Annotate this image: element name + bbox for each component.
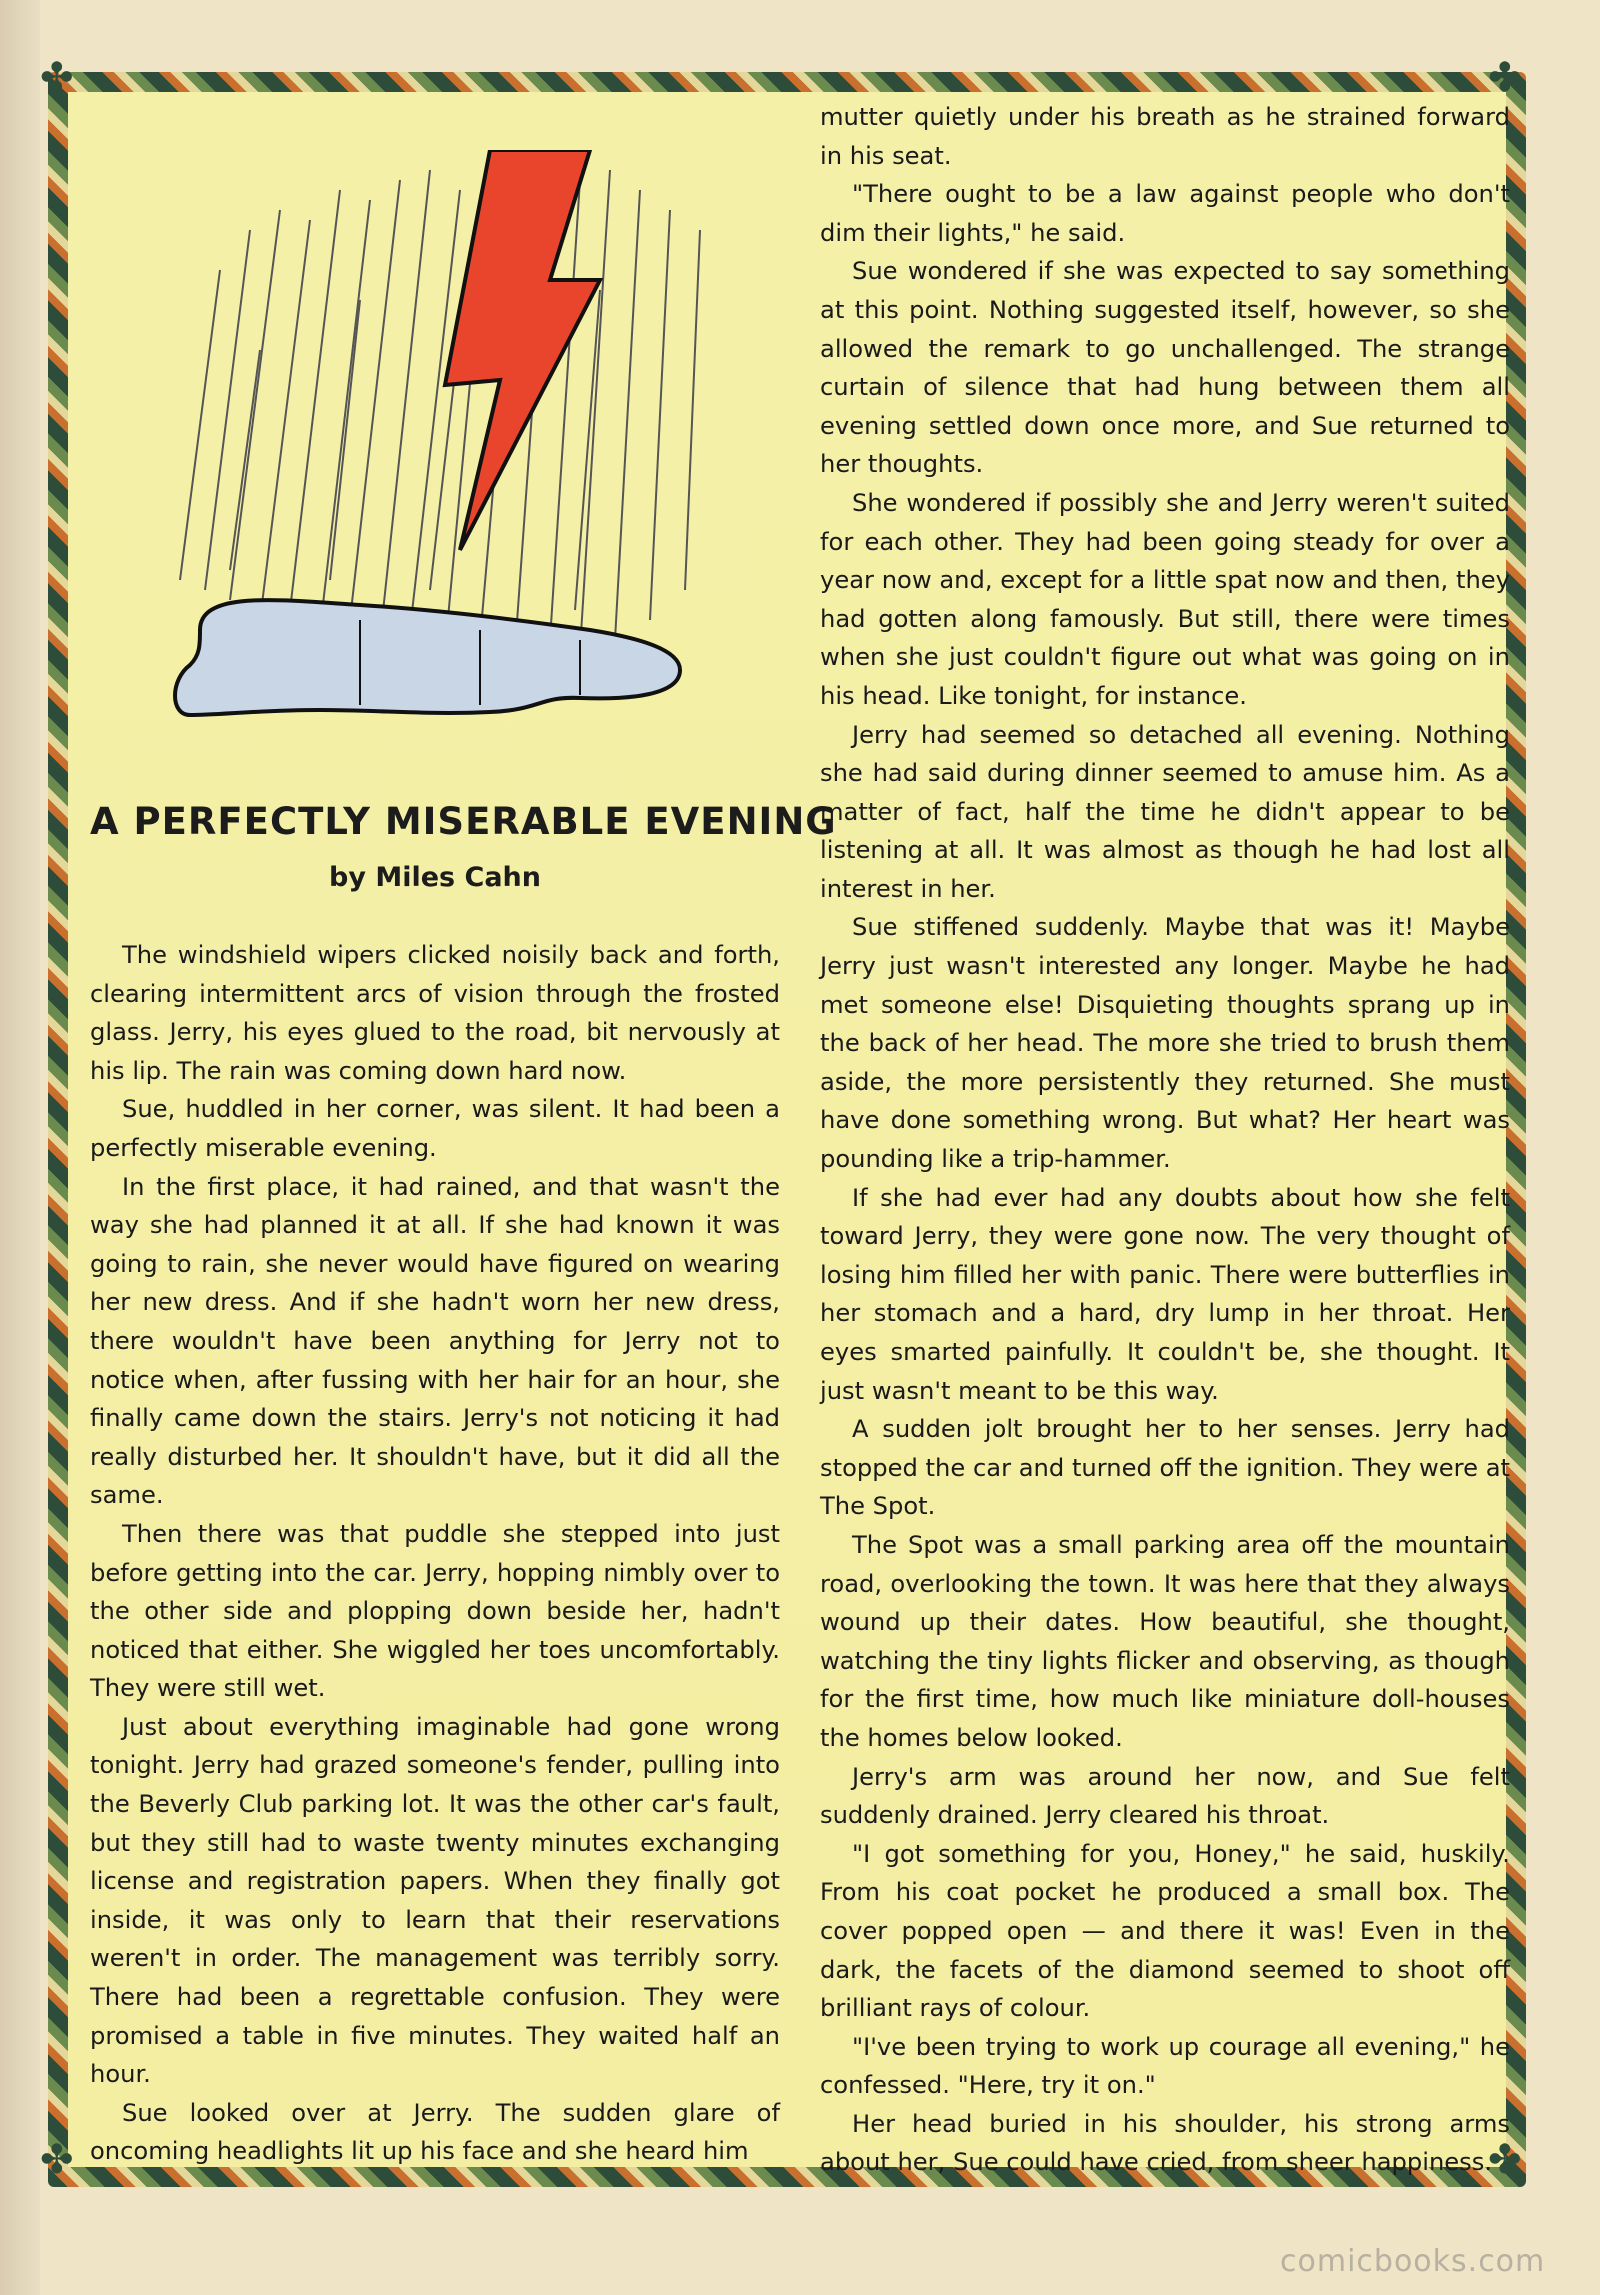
story-paragraph: A sudden jolt brought her to her senses. Jerry had stopped the car and turned off the ignition. They were at The Spot. (820, 1415, 1510, 1521)
story-paragraph: In the first place, it had rained, and that wasn't the way she had planned it at all. If she had known it was going to rain, she never would have figured on wearing her new dress. And if she hadn't worn her new dress, there wouldn't have been anything for Jerry not to notice when, after fussing with her hair for an hour, she finally came down the stairs. Jerry's not noticing it had really disturbed her. It shouldn't have, but it did all the same. (90, 1172, 780, 1510)
story-paragraph: "I've been trying to work up courage all evening," he confessed. "Here, try it on." (820, 2032, 1510, 2100)
story-paragraph: Jerry had seemed so detached all evening. Nothing she had said during dinner seemed to amuse him. As a matter of fact, half the time he didn't appear to be listening at all. It was almost as though he had lost all interest in her. (820, 720, 1510, 903)
story-byline: by Miles Cahn (329, 862, 541, 893)
left-column (90, 110, 837, 2166)
story-paragraph: Sue looked over at Jerry. The sudden glare of oncoming headlights lit up his face and she heard him (90, 2098, 780, 2166)
lightning-bolt-icon (445, 150, 600, 550)
story-title: A PERFECTLY MISERABLE EVENING (90, 800, 837, 843)
story-paragraph: Jerry's arm was around her now, and Sue felt suddenly drained. Jerry cleared his throat. (820, 1762, 1510, 1830)
story-paragraph: "There ought to be a law against people who don't dim their lights," he said. (820, 180, 1510, 247)
story-paragraph: Sue, huddled in her corner, was silent. It had been a perfectly miserable evening. (90, 1095, 780, 1162)
story-paragraph: The Spot was a small parking area off the mountain road, overlooking the town. It was here that they always wound up their dates. How beautiful, she thought, watching the tiny lights flicker and observing, as though for the first time, how much like miniature doll-houses the homes below looked. (820, 1530, 1510, 1752)
story-paragraph: Sue wondered if she was expected to say something at this point. Nothing suggested itself, however, so she allowed the remark to go unchallenged. The strange curtain of silence that had hung between them all evening settled down once more, and Sue returned to her thoughts. (820, 257, 1510, 479)
story-paragraph: If she had ever had any doubts about how she felt toward Jerry, they were gone now. The very thought of losing him filled her with panic. There were butterflies in her stomach and a hard, dry lump in her throat. Her eyes smarted painfully. It couldn't be, she thought. It just wasn't meant to be this way. (820, 1183, 1510, 1405)
puddle-icon (175, 600, 680, 715)
story-paragraph: Then there was that puddle she stepped into just before getting into the car. Jerry, hopping nimbly over to the other side and plopping down beside her, hadn't noticed that either. She wiggled her toes uncomfortably. They were still wet. (90, 1519, 780, 1703)
story-paragraph-continuation: mutter quietly under his breath as he strained forward in his seat. (820, 103, 1510, 170)
fleur-corner-icon: ✤ (1488, 55, 1522, 101)
left-column-text (90, 936, 780, 2171)
story-paragraph: Sue stiffened suddenly. Maybe that was it! Maybe Jerry just wasn't interested any longer. Maybe he had met someone else! Disquieting thoughts sprang up in the back of her head. The more she tried to brush them aside, the more persistently they returned. She must have done something wrong. But what? Her heart was pounding like a trip-hammer. (820, 913, 1510, 1174)
story-paragraph: Her head buried in his shoulder, his strong arms about her, Sue could have cried, from sheer happiness. (820, 2109, 1510, 2177)
page-gutter (0, 0, 40, 2295)
site-watermark: comicbooks.com (1280, 2244, 1546, 2279)
fleur-corner-icon: ✤ (40, 55, 74, 101)
fleur-corner-icon: ✤ (1488, 2137, 1522, 2183)
story-paragraph: She wondered if possibly she and Jerry weren't suited for each other. They had been going steady for over a year now and, except for a little spat now and then, they had gotten along famously. But still, there were times when she just couldn't figure out what was going on in his head. Like tonight, for instance. (820, 488, 1510, 710)
fleur-corner-icon: ✤ (40, 2137, 74, 2183)
right-column-text (820, 98, 1510, 2182)
story-paragraph: Just about everything imaginable had gone wrong tonight. Jerry had grazed someone's fender, pulling into the Beverly Club parking lot. It was the other car's fault, but they still had to waste twenty minutes exchanging license and registration papers. When they finally got inside, it was only to learn that their reservations weren't in order. The management was terribly sorry. There had been a regrettable confusion. They were promised a table in five minutes. They waited half an hour. (90, 1712, 780, 2089)
lightning-rain-illustration (160, 150, 720, 790)
story-paragraph: "I got something for you, Honey," he said, huskily. From his coat pocket he produced a small box. The cover popped open — and there it was! Even in the dark, the facets of the diamond seemed to shoot off brilliant rays of colour. (820, 1839, 1510, 2023)
story-content (90, 103, 1510, 2177)
story-paragraph: The windshield wipers clicked noisily back and forth, clearing intermittent arcs of vision through the frosted glass. Jerry, his eyes glued to the road, bit nervously at his lip. The rain was coming down hard now. (90, 941, 780, 1085)
right-column (820, 103, 1510, 2177)
